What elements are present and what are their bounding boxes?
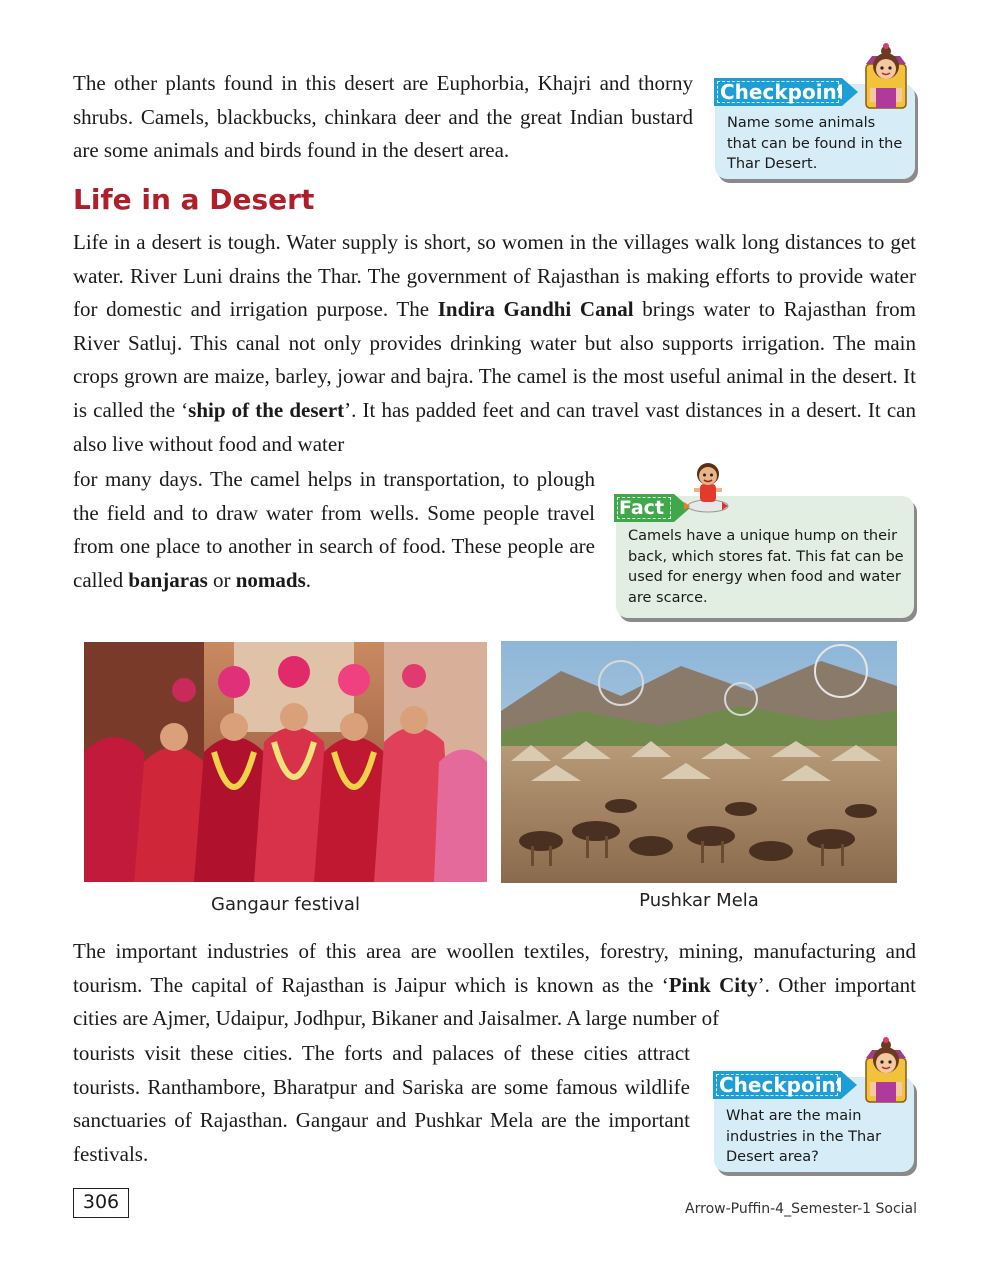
checkpoint-label-2: Checkpoint (713, 1071, 841, 1099)
cartoon-boy-on-rocket-icon (682, 458, 732, 518)
section-heading: Life in a Desert (73, 183, 315, 216)
life-paragraph-continued: for many days. The camel helps in transportation, to plough the field and to draw water from wells. Some people travel from one place to another in search of food. These people are called banjaras or nomads. (73, 467, 595, 592)
pink-city-term: Pink City (668, 972, 758, 997)
canal-term: Indira Gandhi Canal (437, 297, 634, 322)
page-number: 306 (73, 1188, 129, 1218)
gangaur-festival-photo (84, 642, 487, 882)
fact-label: Fact (614, 494, 674, 522)
intro-paragraph: The other plants found in this desert are Euphorbia, Khajri and thorny shrubs. Camels, blackbucks, chinkara deer and the great Indian bustard are some animals and birds found in the desert area. (73, 71, 693, 163)
life-paragraph: Life in a desert is tough. Water supply is short, so women in the villages walk long distances to get water. River Luni drains the Thar. The government of Rajasthan is making efforts to provide water for domestic and irrigation purpose. The Indira Gandhi Canal brings water to Rajasthan from River Satluj. This canal not only provides drinking water but also supports irrigation. The main crops grown are maize, barley, jowar and bajra. The camel is the most useful animal in the desert. It is called the ‘ship of the desert’. It has padded feet and can travel vast distances in a desert. It can also live without food and water (73, 230, 916, 456)
checkpoint-label: Checkpoint (714, 78, 842, 106)
industries-paragraph: The important industries of this area are woollen textiles, forestry, mining, manufacturing and tourism. The capital of Rajasthan is Jaipur which is known as the ‘Pink City’. Other important cities are Ajmer, Udaipur, Jodhpur, Bikaner and Jaisalmer. A large number of (73, 939, 916, 1031)
book-title-footer: Arrow-Puffin-4_Semester-1 Social (685, 1201, 917, 1217)
industries-paragraph-continued: tourists visit these cities. The forts and palaces of these cities attract tourists. Ranthambore, Bharatpur and Sariska are some famous wildlife sanctuaries of Rajasthan. Gangaur and Pushkar Mela are the important festivals. (73, 1041, 690, 1166)
nomads-term: nomads (235, 567, 306, 592)
pushkar-mela-photo (501, 641, 897, 883)
cartoon-girl-icon (862, 1036, 910, 1104)
fact-text: Camels have a unique hump on their back, which stores fat. This fat can be used for energy when food and water are scarce. (628, 528, 904, 606)
ship-term: ship of the desert (188, 397, 345, 422)
pushkar-caption: Pushkar Mela (639, 890, 759, 911)
cartoon-girl-icon (862, 42, 910, 110)
checkpoint-question-2: What are the main industries in the Thar Desert area? (726, 1108, 882, 1165)
checkpoint-question: Name some animals that can be found in the Thar Desert. (727, 115, 903, 172)
gangaur-caption: Gangaur festival (211, 894, 360, 915)
banjaras-term: banjaras (128, 567, 208, 592)
